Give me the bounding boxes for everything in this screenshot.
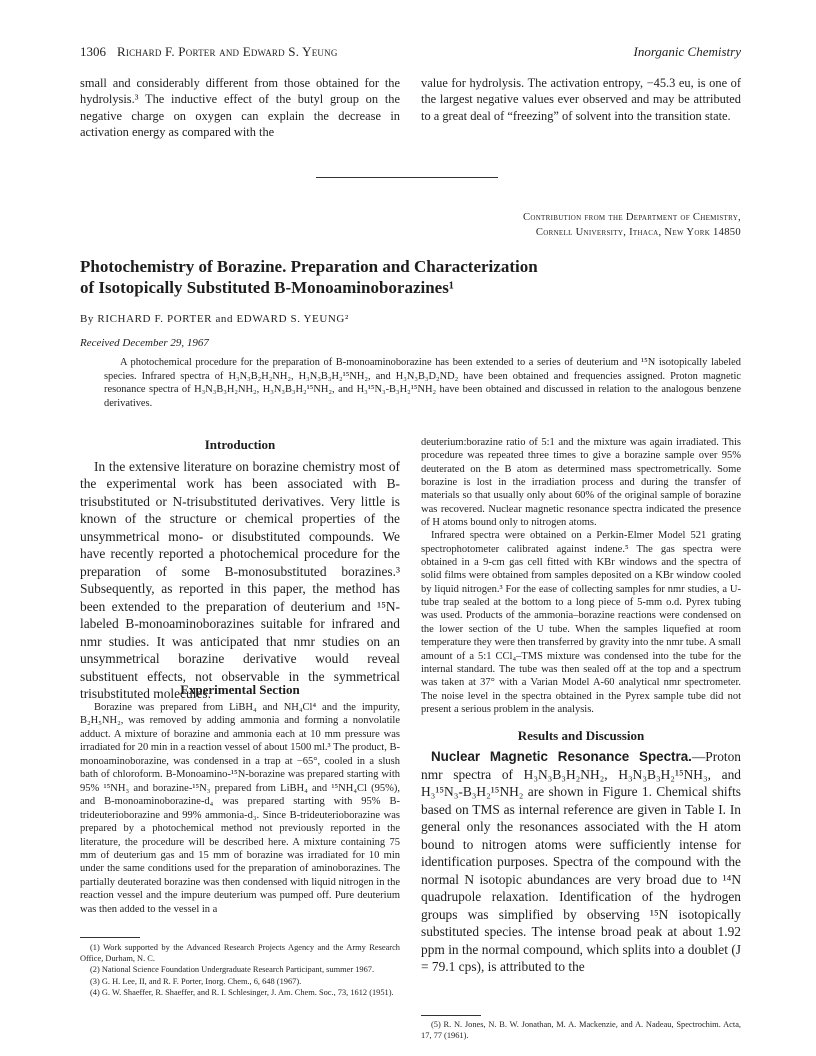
footnote-1: (1) Work supported by the Advanced Research Projects Agency and the Army Research Office, Durham, N. C. [80,943,400,964]
page-number: 1306 [80,44,106,59]
footnotes-left [80,942,400,998]
nmr-run-in-heading: Nuclear Magnetic Resonance Spectra. [431,749,692,764]
running-head-authors: Richard F. Porter and Edward S. Yeung [117,44,338,59]
running-head [80,44,741,62]
nmr-paragraph [421,748,741,976]
experimental-continued [421,436,741,716]
footnote-5: (5) R. N. Jones, N. B. W. Jonathan, M. A. Mackenzie, and A. Nadeau, Spectrochim. Acta, 17, 77 (1961). [421,1020,741,1041]
nmr-text: —Proton nmr spectra of H₃N₃B₃H₂NH₂, H₃N₃B₃H₂¹⁵NH₃, and H₃¹⁵N₃-B₃H₂¹⁵NH₂ are shown in Figure 1. Chemical shifts based on TMS as internal reference are given in Table I. In general only the resonances associated with the H atom bound to nitrogen atoms were sufficiently intense for identification purposes. Spectra of the compound with the normal N isotopic abundances are very broad due to ¹⁴N quadrupole relaxation. Identification of the hydrogen groups was simplified by observing ¹⁵N isotopically substituted species. The intense broad peak at about 1.92 ppm in the normal compound, which splits into a doublet (J = 79.1 cps), is attributed to the [421,749,741,974]
continued-text-left: small and considerably different from those obtained for the hydrolysis.³ The inductive effect of the butyl group on the negative charge on oxygen can explain the decrease in activation energy as compared with the [80,76,400,140]
footnote-rule-right [421,1015,481,1016]
abstract [104,356,741,410]
nmr-section [421,748,741,976]
deuteration-paragraph: deuterium:borazine ratio of 5:1 and the mixture was again irradiated. This procedure was repeated three times to give a borazine sample over 95% deuterated on the B atom as determined mass spectrometrically. Some borazine is lost in the irradiation process and during the transfer of materials so that usually only about 60% of the original sample of borazine was recovered. Nuclear magnetic resonance spectra indicated the presence of H atoms bound only to nitrogen atoms. [421,437,741,529]
results-heading: Results and Discussion [517,728,645,743]
experimental-text: Borazine was prepared from LiBH₄ and NH₄Cl⁴ and the impurity, B₂H₅NH₂, was removed by adding ammonia and forming a nonvolatile adduct. A mixture of borazine and ammonia each at 10 mm pressure was irradiated for 20 min in a reaction vessel of about 1500 ml.³ The product, B-monoaminoborazine, was condensed in a trap at −65°, cooled in a slush bath of chloroform. B-Monoamino-¹⁵N-borazine was prepared starting with 95% ¹⁵NH₃ and borazine-¹⁵N₃ prepared from LiBH₄ and ¹⁵NH₄Cl (95%), and B-monoaminoborazine-d₄ was prepared starting with 95% B-trideuterioborazine and 99% ammonia-d₃. Since B-trideuterioborazine was prepared by a photochemical method not previously reported in the literature, the procedure will be described here. A mixture containing 75 mm of deuterium gas and 15 mm of borazine was irradiated for 10 min under the same conditions used for the preparation of aminoborazines. The partially deuterated borazine was then condensed with liquid nitrogen in the reaction vessel and the impure deuterium was pumped off. Pure deuterium was then added to the vessel in a [80,702,400,915]
footnote-3: (3) G. H. Lee, II, and R. F. Porter, Inorg. Chem., 6, 648 (1967). [90,976,302,986]
affiliation-line-1: Contribution from the Department of Chemistry, [522,212,741,223]
footnotes-right [421,1019,741,1041]
introduction-text: In the extensive literature on borazine chemistry most of the experimental work has been associated with B-trisubstituted or N-trisubstituted derivatives. Very little is known of the structure or chemical properties of the unsymmetrical mono- or disubstituted compounds. We have recently reported a photochemical procedure for the preparation of some B-monosubstituted borazines.³ Subsequently, as reported in this paper, the method has been extended to the preparation of deuterium and ¹⁵N-labeled B-monoaminoborazines suitable for infrared and nmr studies. It was anticipated that nmr studies on an unsymmetrical borazine derivative would reveal substituent effects, not observable in the symmetrical trisubstituted molecules. [80,458,400,701]
journal-name: Inorganic Chemistry [633,44,741,59]
title-line-2: of Isotopically Substituted B-Monoaminoborazines¹ [80,278,454,297]
footnote-2: (2) National Science Foundation Undergraduate Research Participant, summer 1967. [90,965,375,975]
contribution-affiliation [321,210,741,240]
affiliation-line-2: Cornell University, Ithaca, New York 14850 [535,227,741,238]
footnote-4: (4) G. W. Shaeffer, R. Shaeffer, and R. I. Schlesinger, J. Am. Chem. Soc., 73, 1612 (1951). [90,987,394,997]
footnote-rule-left [80,937,140,938]
byline: By RICHARD F. PORTER and EDWARD S. YEUNG² [80,313,349,325]
title-line-1: Photochemistry of Borazine. Preparation and Characterization [80,257,538,276]
introduction-section [80,436,400,703]
received-date: Received December 29, 1967 [80,337,209,349]
article-divider [316,177,498,178]
continued-text-right: value for hydrolysis. The activation entropy, −45.3 eu, is one of the largest negative values ever observed and may be attributed to a great deal of “freezing” of solvent into the transition state. [421,76,741,123]
infrared-paragraph: Infrared spectra were obtained on a Perkin-Elmer Model 521 grating spectrophotometer calibrated against indene.⁵ The gas spectra were obtained in a 9-cm gas cell fitted with KBr windows and the spectra of solid films were obtained from samples deposited on a KBr window cooled by liquid nitrogen.³ For the ease of collecting samples for nmr studies, a U-tube trap sealed at the bottom to a long piece of 5-mm o.d. Pyrex tubing was used. Products of the ammonia–borazine reactions were condensed on the lower section of the U tube. When the samples liquefied at room temperature they were then transferred by gravity into the nmr tube. A small amount of a 5:1 CCl₄–TMS mixture was condensed into the tube for the internal standard. The tube was then sealed off at the top and a spectrum was taken at 37° with a Varian Model A-60 analytical nmr spectrometer. The noise level in the spectra obtained in the Pyrex sample tube did not present a serious problem in the analysis. [421,530,741,715]
article-title [80,256,680,298]
introduction-heading: Introduction [204,437,276,452]
experimental-section [80,701,400,916]
abstract-text: A photochemical procedure for the preparation of B-monoaminoborazine has been extended to a series of deuterium and ¹⁵N isotopically labeled species. Infrared spectra of H₃N₃B₂H₂NH₂, H₃N₃B₃H₂¹⁵NH₂, and H₃N₃B₃D₂ND₂ have been obtained and frequencies assigned. Proton magnetic resonance spectra of H₃N₃B₃H₂NH₂, H₃N₃B₃H₂¹⁵NH₂, and H₃¹⁵N₃-B₃H₂¹⁵NH₂ have been obtained and discussed in relation to the analogous benzene derivatives. [104,357,741,409]
experimental-heading: Experimental Section [180,682,300,697]
